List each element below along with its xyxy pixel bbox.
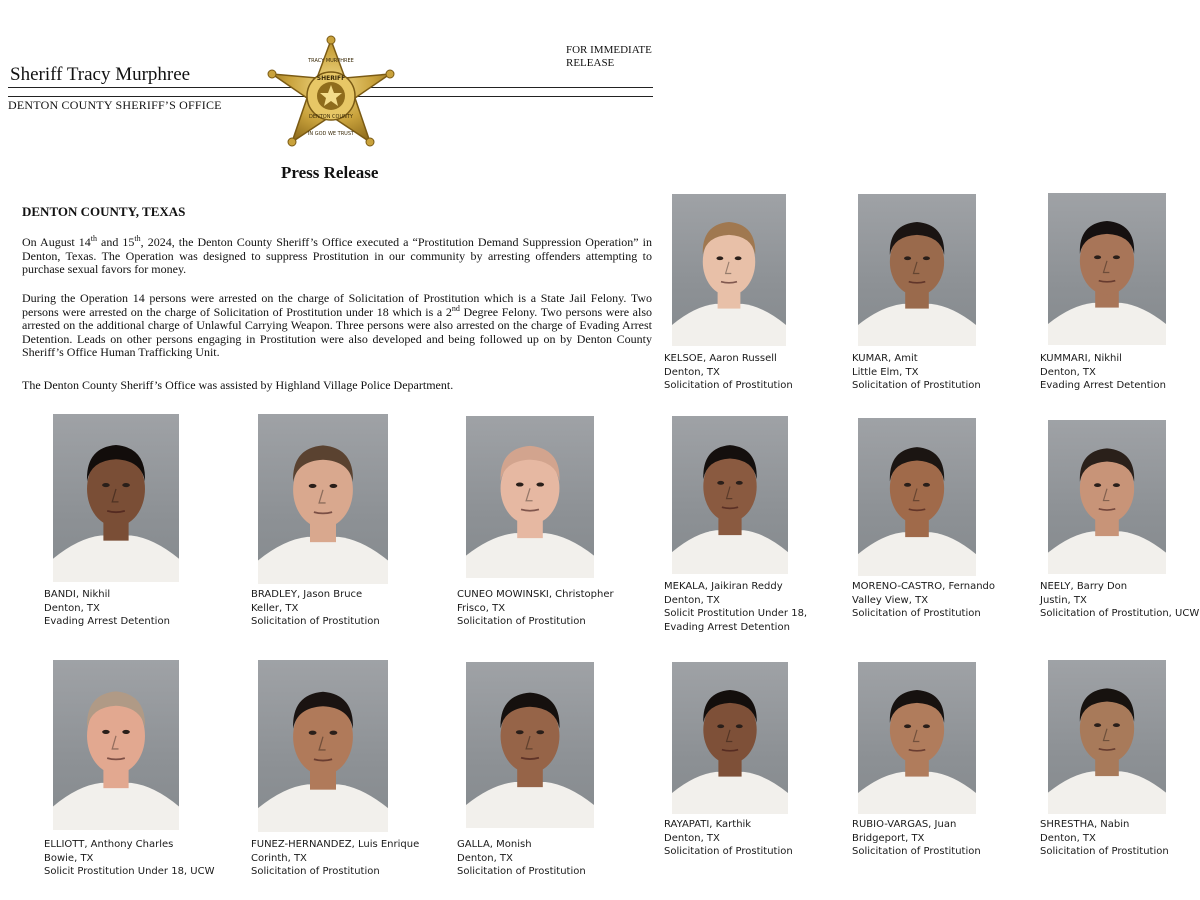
arrestee-caption — [664, 818, 864, 859]
arrestee-caption — [1040, 818, 1200, 859]
badge-motto: IN GOD WE TRUST — [307, 131, 355, 137]
arrestee-caption — [664, 580, 864, 634]
paragraph-assisted: The Denton County Sheriff’s Office was assisted by Highland Village Police Department. — [22, 378, 454, 392]
mugshot-photo — [858, 662, 976, 814]
arrestee-city: Bowie, TX — [44, 852, 94, 864]
arrestee-city: Little Elm, TX — [852, 366, 919, 378]
arrestee-name: CUNEO MOWINSKI, Christopher — [457, 589, 614, 600]
arrestee-caption — [852, 352, 1052, 393]
arrestee-charge: Solicitation of Prostitution — [664, 846, 793, 857]
release-line-2: RELEASE — [566, 57, 615, 69]
arrestee-charge-2: Evading Arrest Detention — [664, 621, 790, 633]
arrestee-name: BRADLEY, Jason Bruce — [251, 589, 363, 600]
paragraph-operation — [22, 236, 652, 277]
arrestee-caption — [457, 838, 657, 879]
arrestee-caption — [852, 580, 1052, 621]
arrestee-city: Bridgeport, TX — [852, 832, 925, 844]
mugshot-photo — [672, 662, 788, 814]
arrestee-city: Denton, TX — [1040, 832, 1096, 844]
arrestee-caption — [44, 588, 244, 629]
arrestee-name: RAYAPATI, Karthik — [664, 819, 752, 830]
arrestee-charge: Solicitation of Prostitution — [251, 866, 380, 877]
p1-sup-1: th — [90, 234, 97, 243]
p2-sup: nd — [451, 303, 460, 313]
mugshot-photo — [672, 416, 788, 574]
mugshot-photo — [258, 414, 388, 584]
arrestee-city: Justin, TX — [1040, 594, 1087, 606]
p1-sup-2: th — [134, 234, 141, 243]
arrestee-caption — [44, 838, 244, 879]
arrestee-name: GALLA, Monish — [457, 839, 532, 850]
mugshot-photo — [258, 660, 388, 832]
p2-part-b: Degree Felony. Two persons were also arrested on the additional charge of Unlawful Carrying Weapon. Three persons were also arrested on the charge of Evading Arrest Detention. Leads on other persons engaging in Prostitution were also developed and being followed up on by Denton County Sheriff’s Office Human Trafficking Unit. — [22, 304, 652, 360]
arrestee-charge: Solicitation of Prostitution — [852, 846, 981, 857]
badge-top-text: TRACY MURPHREE — [308, 58, 354, 64]
p2-part-a: During the Operation 14 persons were arrested on the charge of Solicitation of Prostitution which is a State Jail Felony. Two persons were arrested on the charge of Solicitation of Prostitution under 18 which is a 2 — [22, 291, 652, 319]
arrestee-city: Valley View, TX — [852, 594, 929, 606]
arrestee-city: Corinth, TX — [251, 852, 307, 864]
arrestee-name: SHRESTHA, Nabin — [1040, 819, 1130, 830]
mugshot-photo — [53, 660, 179, 830]
arrestee-caption — [1040, 352, 1200, 393]
arrestee-city: Denton, TX — [457, 852, 513, 864]
badge-county-text: DENTON COUNTY — [308, 114, 354, 120]
mugshot-photo — [858, 418, 976, 576]
arrestee-name: MORENO-CASTRO, Fernando — [852, 581, 996, 592]
arrestee-city: Denton, TX — [1040, 366, 1096, 378]
mugshot-photo — [53, 414, 179, 582]
mugshot-photo — [1048, 420, 1166, 574]
paragraph-arrests — [22, 292, 652, 360]
arrestee-caption — [664, 352, 864, 393]
sheriff-star-badge-icon — [262, 34, 400, 154]
badge-center-text: SHERIFF — [316, 75, 346, 82]
dateline: DENTON COUNTY, TEXAS — [22, 204, 186, 219]
office-name: DENTON COUNTY SHERIFF’S OFFICE — [8, 98, 222, 112]
arrestee-charge: Solicitation of Prostitution — [1040, 846, 1169, 857]
arrestee-name: FUNEZ-HERNANDEZ, Luis Enrique — [251, 839, 420, 850]
mugshot-photo — [672, 194, 786, 346]
arrestee-charge: Solicitation of Prostitution — [852, 380, 981, 391]
arrestee-name: ELLIOTT, Anthony Charles — [44, 839, 174, 850]
arrestee-name: KELSOE, Aaron Russell — [664, 353, 777, 364]
arrestee-city: Denton, TX — [664, 366, 720, 378]
arrestee-charge: Solicitation of Prostitution — [852, 608, 981, 619]
p1-part-b: and 15 — [97, 235, 135, 249]
p1-part-a: On August 14 — [22, 235, 91, 249]
p1-part-c: , 2024, the Denton County Sheriff’s Office executed a “Prostitution Demand Suppression Operation” in Denton, Texas. The Operation was designed to suppress Prostitution in our community by arresting offenders attempting to purchase sexual favors for money. — [22, 235, 652, 277]
arrestee-charge: Evading Arrest Detention — [44, 616, 170, 627]
release-line-1: FOR IMMEDIATE — [566, 44, 652, 56]
arrestee-name: KUMMARI, Nikhil — [1040, 353, 1122, 364]
arrestee-charge: Solicitation of Prostitution — [457, 616, 586, 627]
arrestee-caption — [457, 588, 657, 629]
arrestee-city: Keller, TX — [251, 602, 299, 614]
arrestee-name: BANDI, Nikhil — [44, 589, 111, 600]
mugshot-photo — [858, 194, 976, 346]
arrestee-name: NEELY, Barry Don — [1040, 581, 1128, 592]
arrestee-charge: Evading Arrest Detention — [1040, 380, 1166, 391]
mugshot-photo — [1048, 193, 1166, 345]
arrestee-caption — [251, 838, 451, 879]
arrestee-caption — [251, 588, 451, 629]
arrestee-city: Denton, TX — [664, 594, 720, 606]
arrestee-name: MEKALA, Jaikiran Reddy — [664, 581, 783, 592]
arrestee-caption — [1040, 580, 1200, 621]
arrestee-city: Denton, TX — [44, 602, 100, 614]
arrestee-charge: Solicitation of Prostitution — [251, 616, 380, 627]
mugshot-photo — [1048, 660, 1166, 814]
mugshot-photo — [466, 662, 594, 828]
mugshot-photo — [466, 416, 594, 578]
arrestee-charge: Solicit Prostitution Under 18, — [664, 608, 808, 619]
arrestee-charge: Solicitation of Prostitution — [457, 866, 586, 877]
arrestee-name: KUMAR, Amit — [852, 353, 918, 364]
arrestee-name: RUBIO-VARGAS, Juan — [852, 819, 957, 830]
arrestee-charge: Solicitation of Prostitution, UCW — [1040, 608, 1200, 619]
release-notice — [566, 44, 652, 70]
arrestee-caption — [852, 818, 1052, 859]
arrestee-charge: Solicitation of Prostitution — [664, 380, 793, 391]
arrestee-charge: Solicit Prostitution Under 18, UCW — [44, 866, 215, 877]
arrestee-city: Frisco, TX — [457, 602, 506, 614]
arrestee-city: Denton, TX — [664, 832, 720, 844]
press-release-title: Press Release — [281, 163, 379, 182]
sheriff-name: Sheriff Tracy Murphree — [10, 64, 191, 85]
